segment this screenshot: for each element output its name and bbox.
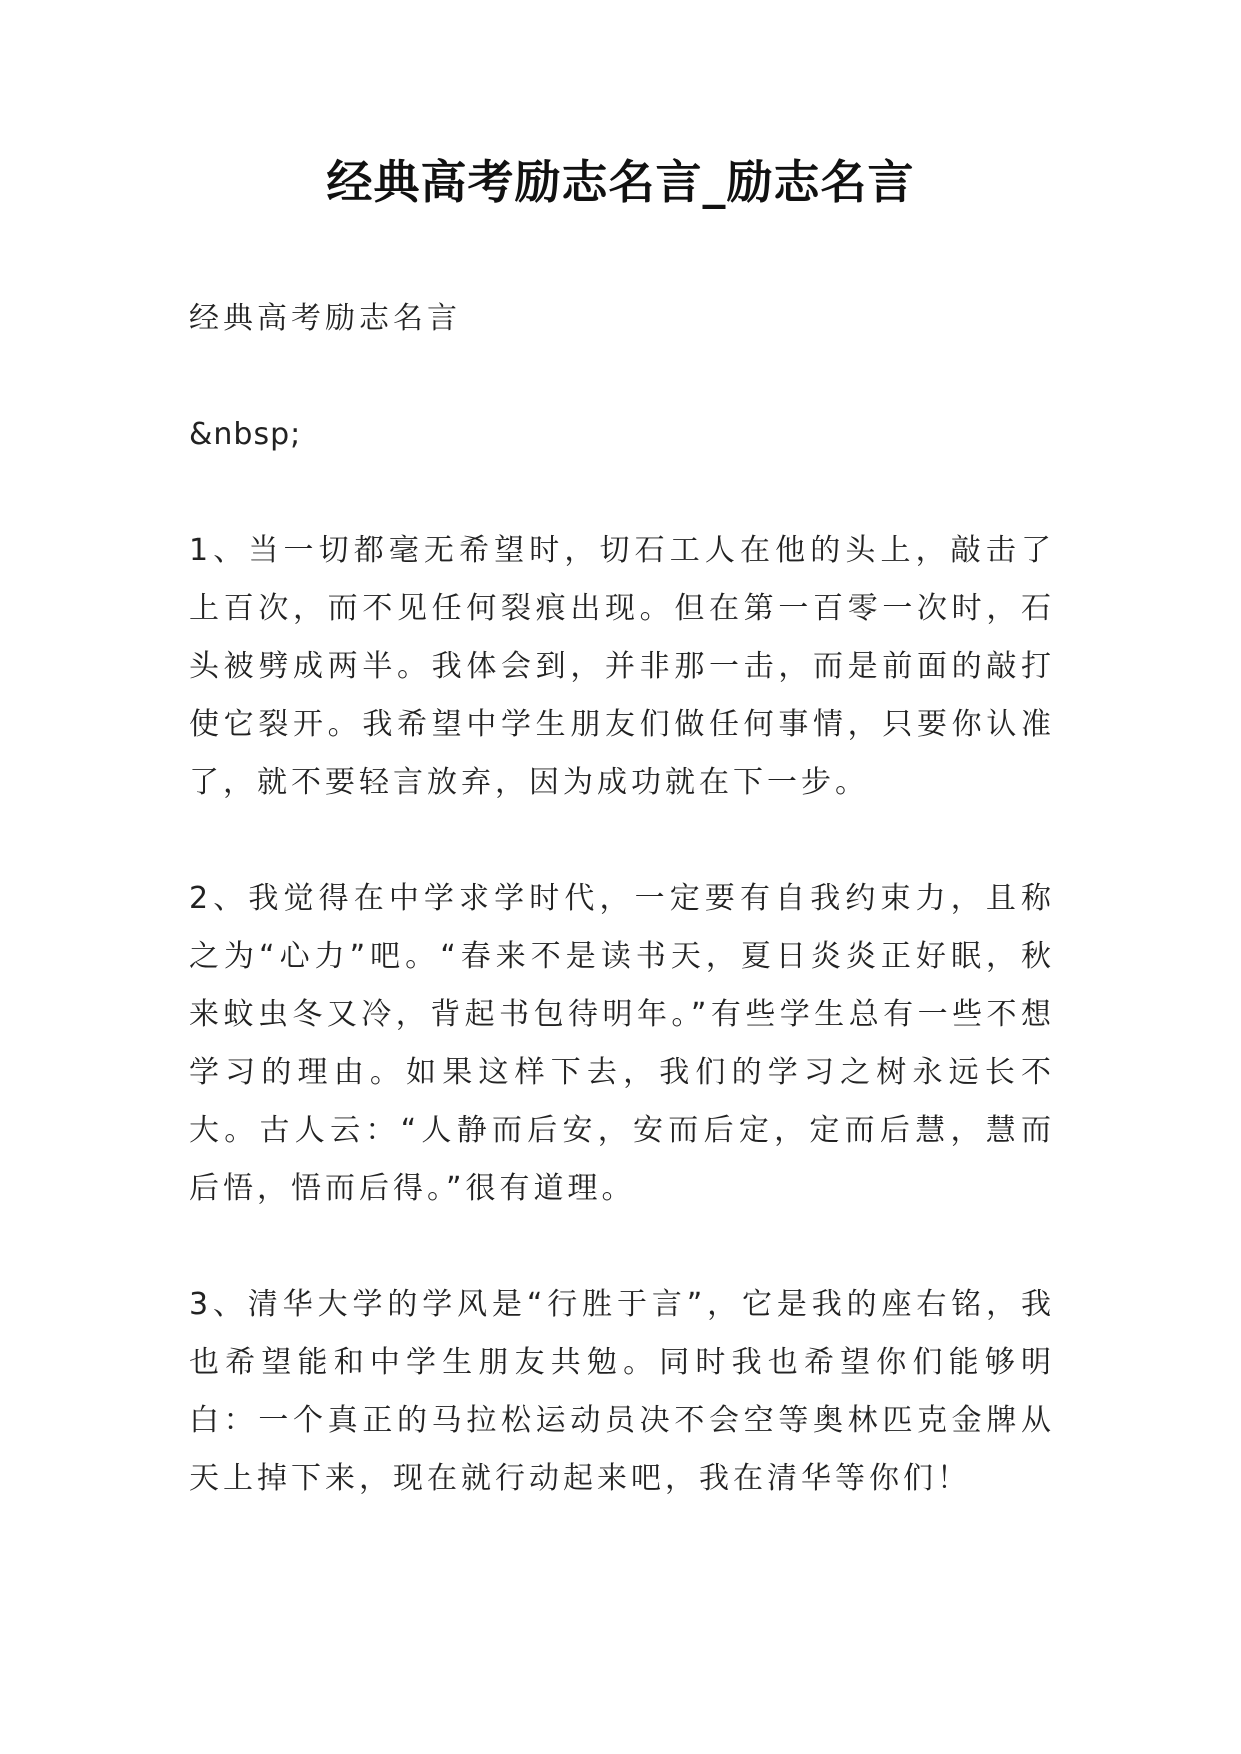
paragraph-1: 1、当一切都毫无希望时，切石工人在他的头上，敲击了上百次，而不见任何裂痕出现。但在第一百零一次时，石头被劈成两半。我体会到，并非那一击，而是前面的敲打使它裂开。我希望中学生朋友们做任何事情，只要你认准了，就不要轻言放弃，因为成功就在下一步。 xyxy=(189,533,1055,800)
document-subtitle: 经典高考励志名言 xyxy=(189,301,461,336)
document-body xyxy=(189,290,1055,1566)
page-title: 经典高考励志名言_励志名言 xyxy=(326,155,915,209)
paragraph-2: 2、我觉得在中学求学时代，一定要有自我约束力，且称之为“心力”吧。“春来不是读书天，夏日炎炎正好眠，秋来蚊虫冬又冷，背起书包待明年。”有些学生总有一些不想学习的理由。如果这样下去，我们的学习之树永远长不大。古人云：“人静而后安，安而后定，定而后慧，慧而后悟，悟而后得。”很有道理。 xyxy=(189,881,1055,1206)
paragraph-3: 3、清华大学的学风是“行胜于言”，它是我的座右铭，我也希望能和中学生朋友共勉。同时我也希望你们能够明白：一个真正的马拉松运动员决不会空等奥林匹克金牌从天上掉下来，现在就行动起来吧，我在清华等你们！ xyxy=(189,1287,1055,1496)
nbsp-line: &nbsp; xyxy=(189,417,302,452)
